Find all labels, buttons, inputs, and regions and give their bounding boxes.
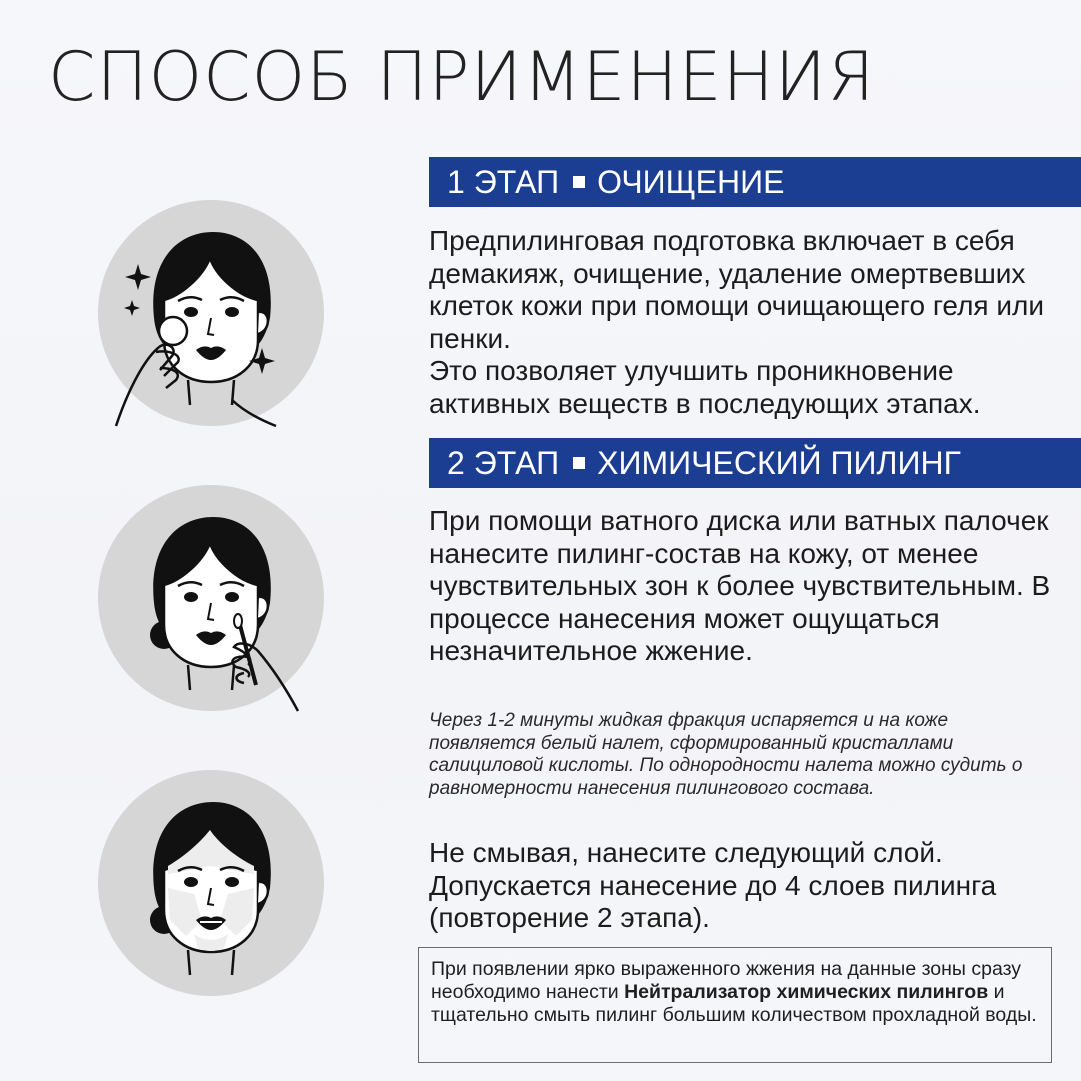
step2-paragraph2: Не смывая, нанесите следующий слой. Допускается нанесение до 4 слоев пилинга (повторение 2 этапа).: [429, 837, 997, 933]
square-bullet-icon: [573, 176, 585, 188]
warning-product-name: Нейтрализатор химических пилингов: [624, 981, 989, 1003]
step2-number: 2 ЭТАП: [447, 445, 560, 481]
step2-note: Через 1-2 минуты жидкая фракция испаряется и на коже появляется белый налет, сформированный кристаллами салициловой кислоты. По однородности налета можно судить о равномерности нанесения пилингового состава.: [429, 710, 1023, 799]
step1-name: ОЧИЩЕНИЕ: [597, 164, 785, 200]
square-bullet-icon: [573, 457, 585, 469]
step2-banner: [429, 438, 1081, 488]
warning-text-after: и тщательно смыть пилинг большим количеством прохладной воды.: [431, 981, 1037, 1026]
warning-box: [418, 947, 1052, 1063]
step1-paragraph2: Это позволяет улучшить проникновение активных веществ в последующих этапах.: [429, 355, 981, 419]
warning-text-before: При появлении ярко выраженного жжения на данные зоны сразу необходимо нанести: [431, 958, 1022, 1003]
woman-applying-peel-icon: [98, 485, 324, 711]
step1-text: [429, 225, 1069, 420]
step2-paragraph1: При помощи ватного диска или ватных палочек нанесите пилинг-состав на кожу, от менее чувствительных зон к более чувствительным. В процессе нанесения может ощущаться незначительное жжение.: [429, 505, 1051, 666]
step2-name: ХИМИЧЕСКИЙ ПИЛИНГ: [597, 445, 961, 481]
step1-number: 1 ЭТАП: [447, 164, 560, 200]
step1-banner: [429, 157, 1081, 207]
page-title: СПОСОБ ПРИМЕНЕНИЯ: [48, 38, 876, 117]
woman-cleansing-face-icon: [98, 200, 324, 426]
woman-face-white-residue-icon: [98, 770, 324, 996]
step1-paragraph1: Предпилинговая подготовка включает в себя демакияж, очищение, удаление омертвевших клеток кожи при помощи очищающего геля или пенки.: [429, 225, 1044, 354]
